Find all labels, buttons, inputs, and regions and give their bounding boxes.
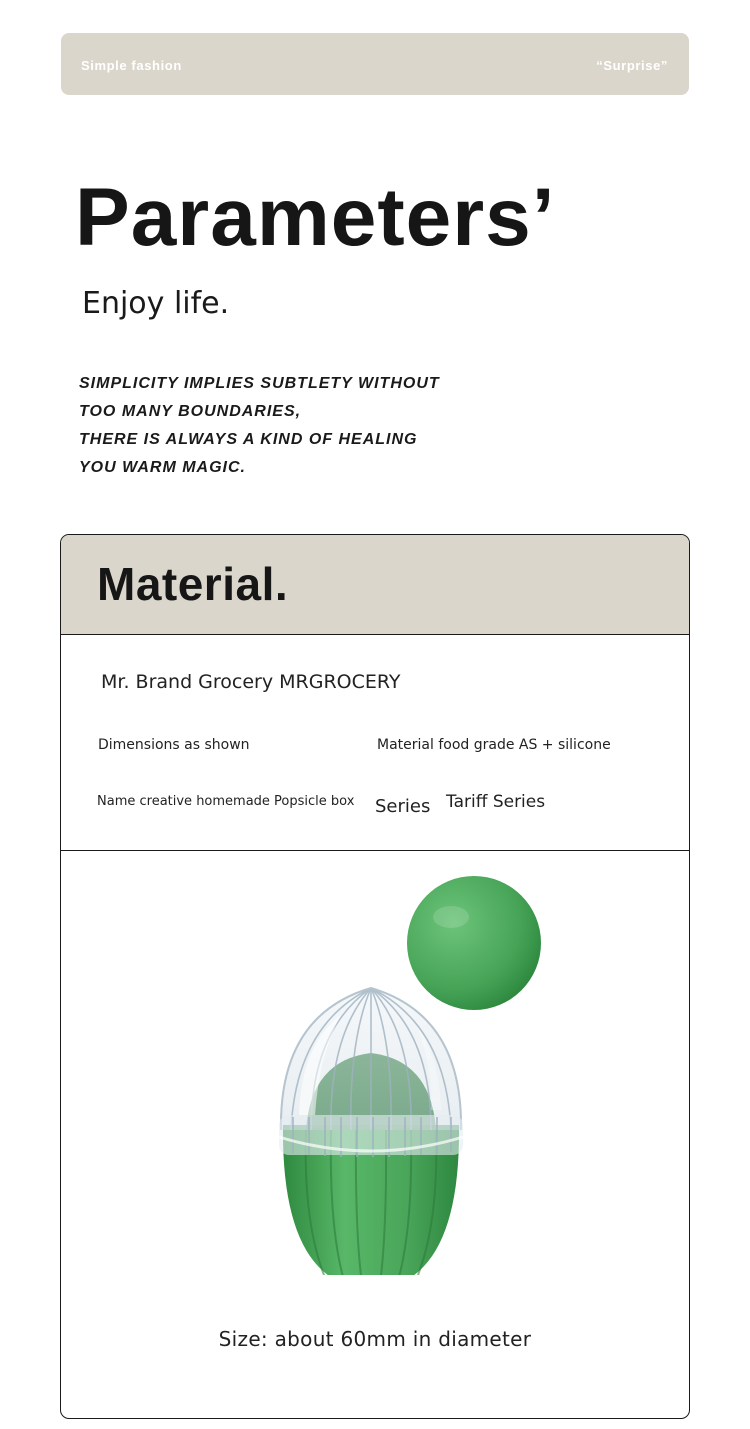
name-spec: Name creative homemade Popsicle box xyxy=(97,794,355,809)
slogan-line: SIMPLICITY IMPLIES SUBTLETY WITHOUT xyxy=(79,375,440,392)
slogan-line: THERE IS ALWAYS A KIND OF HEALING xyxy=(79,431,418,448)
material-header xyxy=(61,535,689,635)
slogan-block xyxy=(79,370,440,482)
page-title: Parameters’ xyxy=(75,172,556,263)
banner-right-text: “Surprise” xyxy=(596,58,668,73)
slogan-line: TOO MANY BOUNDARIES, xyxy=(79,403,302,420)
page-subtitle: Enjoy life. xyxy=(82,286,230,321)
dimensions-spec: Dimensions as shown xyxy=(98,737,250,753)
banner-left-text: Simple fashion xyxy=(81,58,182,73)
size-caption: Size: about 60mm in diameter xyxy=(218,1327,532,1351)
top-banner xyxy=(61,33,689,95)
material-card xyxy=(60,534,690,1419)
series-value: Tariff Series xyxy=(446,792,546,812)
slogan-line: YOU WARM MAGIC. xyxy=(79,459,246,476)
brand-spec: Mr. Brand Grocery MRGROCERY xyxy=(101,671,401,693)
popsicle-box-image xyxy=(211,875,541,1275)
material-heading: Material. xyxy=(97,558,289,610)
series-label: Series xyxy=(375,796,431,817)
section-divider xyxy=(61,850,689,851)
material-spec: Material food grade AS + silicone xyxy=(377,737,611,753)
